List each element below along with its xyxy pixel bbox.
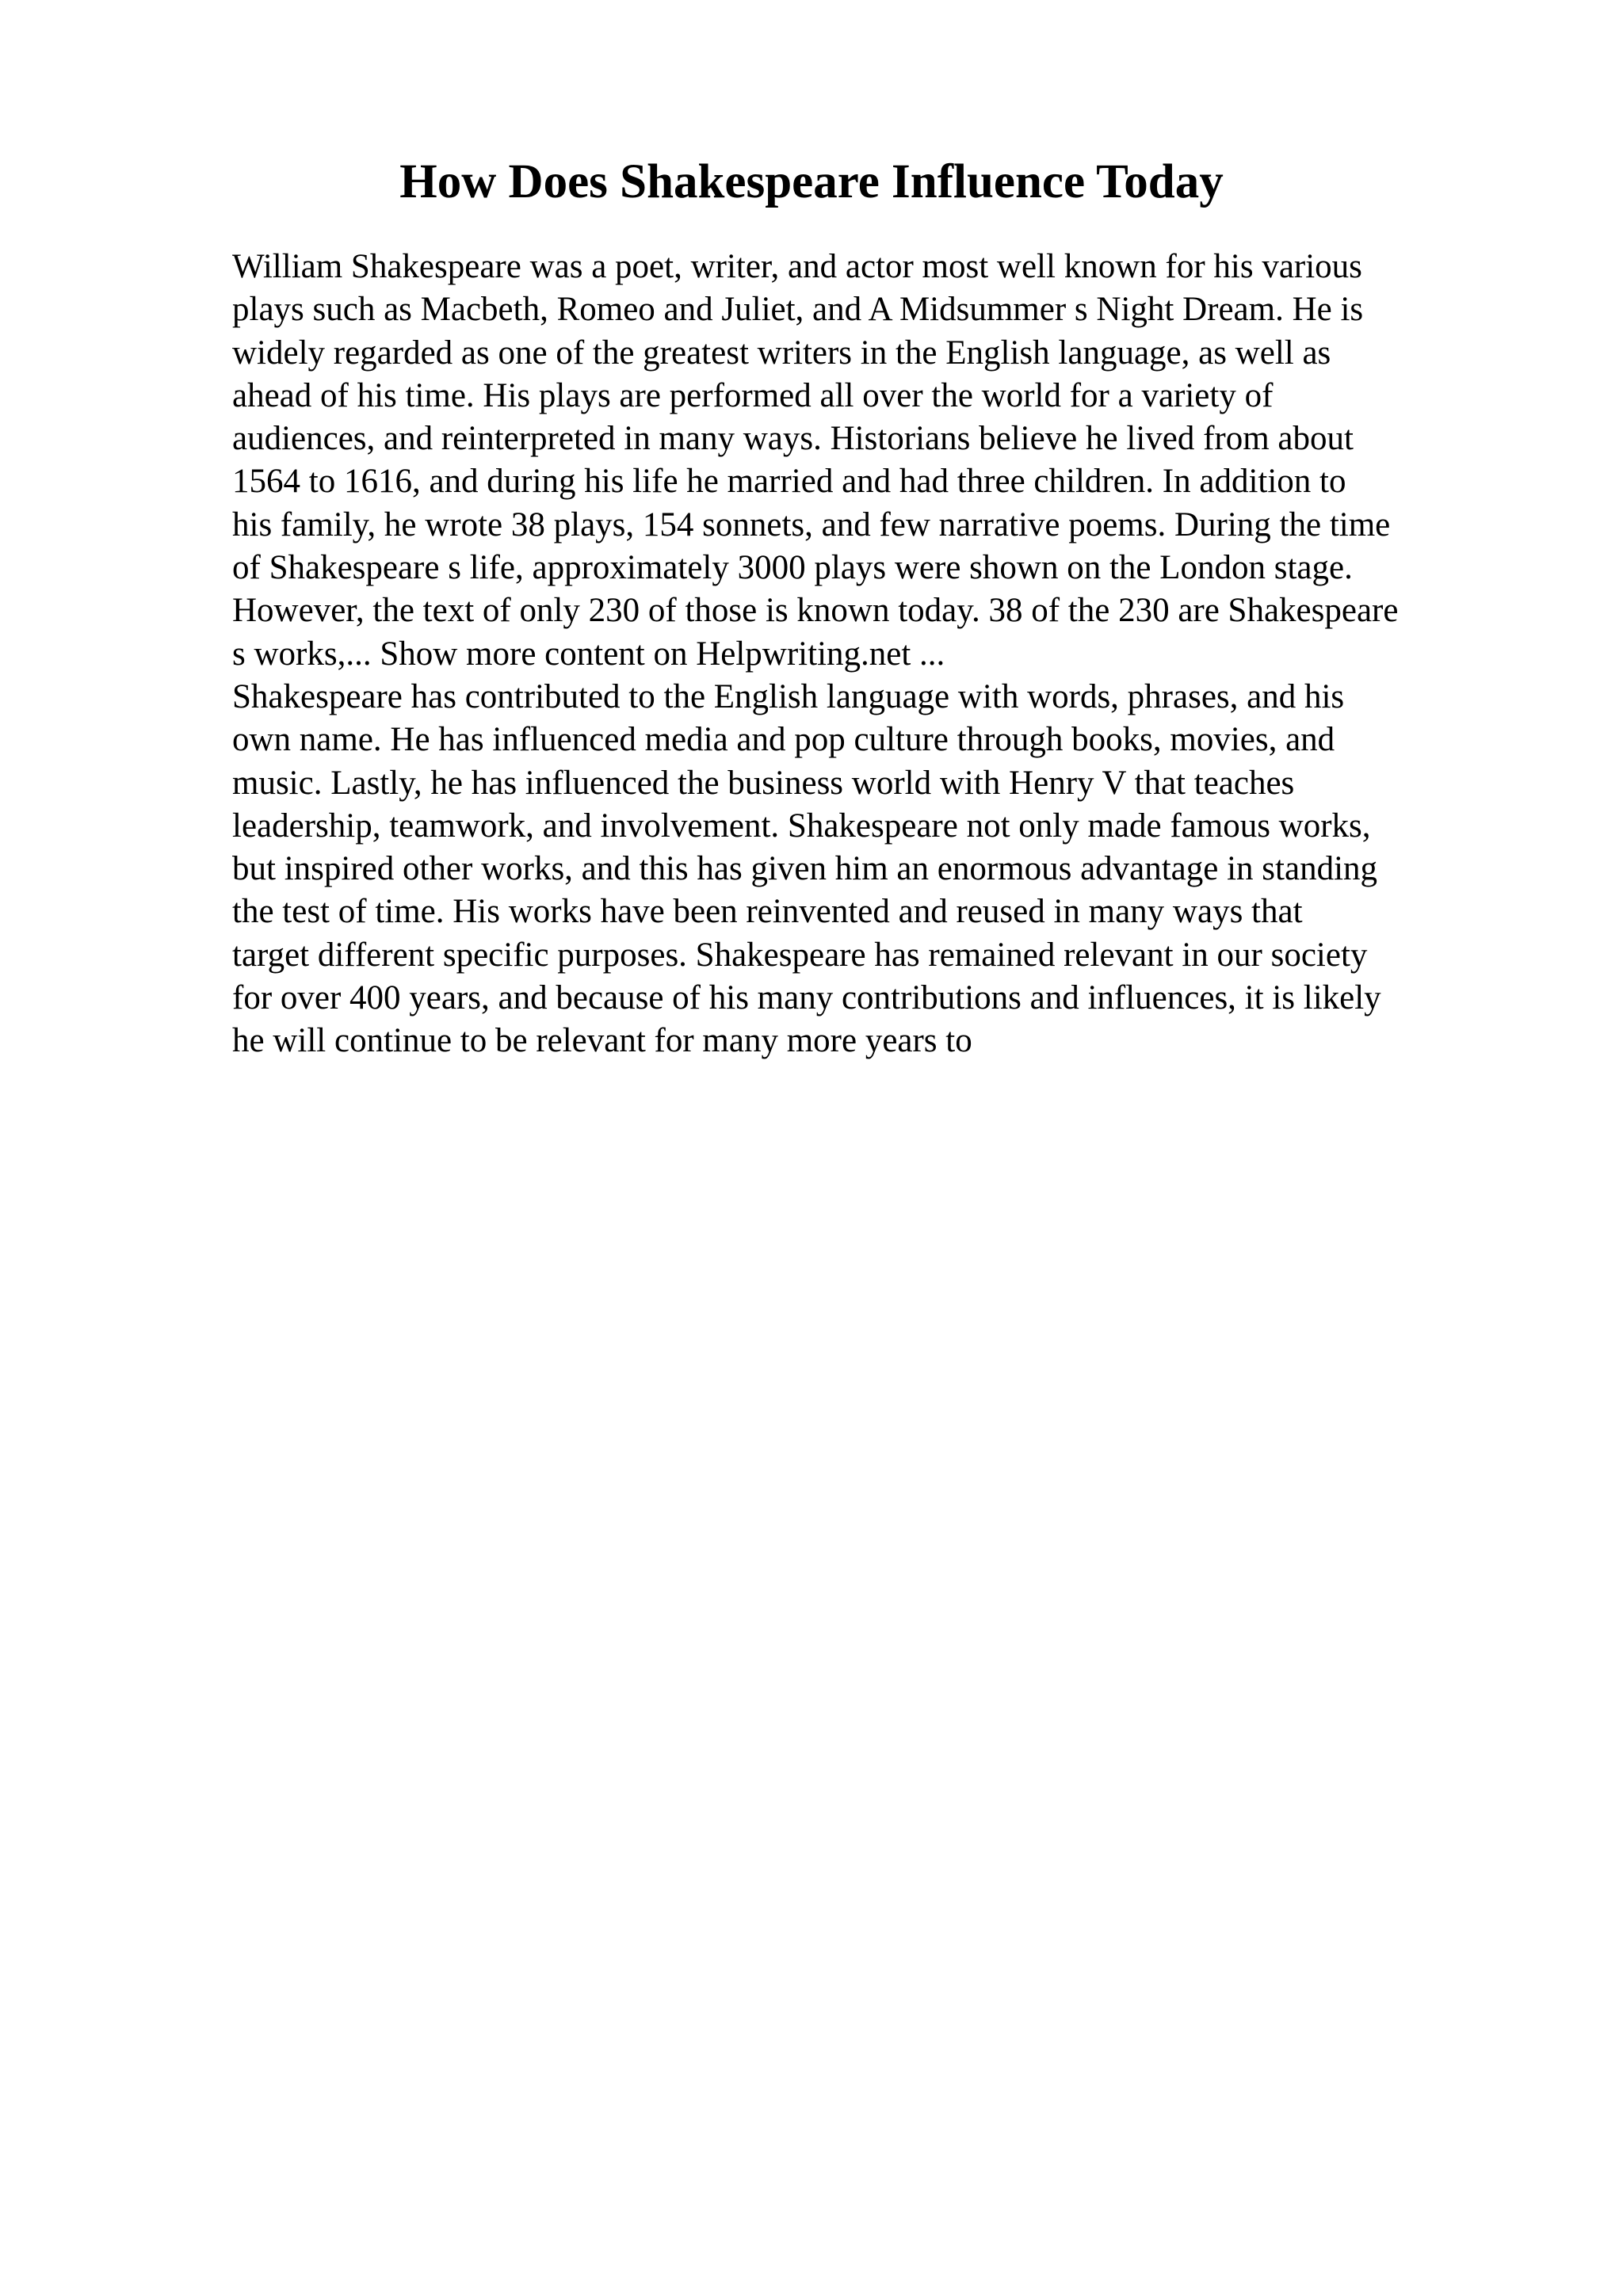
body-line: target different specific purposes. Shakespeare has remained relevant in our society xyxy=(232,936,1368,974)
body-line: the test of time. His works have been reinvented and reused in many ways that xyxy=(232,893,1303,931)
body-line: but inspired other works, and this has given him an enormous advantage in standing xyxy=(232,850,1378,888)
body-line: his family, he wrote 38 plays, 154 sonnets, and few narrative poems. During the time xyxy=(232,505,1391,543)
body-line: ahead of his time. His plays are performed all over the world for a variety of xyxy=(232,376,1274,414)
body-line: William Shakespeare was a poet, writer, and actor most well known for his various xyxy=(232,248,1362,285)
page-title: How Does Shakespeare Influence Today xyxy=(399,155,1224,208)
body-line: of Shakespeare s life, approximately 3000 plays were shown on the London stage. xyxy=(232,549,1353,587)
body-line: s works,... Show more content on Helpwriting.net ... xyxy=(232,635,945,673)
body-line: widely regarded as one of the greatest writers in the English language, as well as xyxy=(232,334,1331,372)
document-body xyxy=(232,246,1532,1063)
body-line: plays such as Macbeth, Romeo and Juliet, and A Midsummer s Night Dream. He is xyxy=(232,291,1364,329)
body-line: 1564 to 1616, and during his life he married and had three children. In addition to xyxy=(232,463,1346,501)
body-line: audiences, and reinterpreted in many ways. Historians believe he lived from about xyxy=(232,420,1354,458)
body-line: own name. He has influenced media and pop culture through books, movies, and xyxy=(232,721,1335,759)
body-line: leadership, teamwork, and involvement. Shakespeare not only made famous works, xyxy=(232,807,1371,845)
body-line: Shakespeare has contributed to the English language with words, phrases, and his xyxy=(232,677,1345,715)
body-line: he will continue to be relevant for many more years to xyxy=(232,1022,972,1060)
body-line: music. Lastly, he has influenced the business world with Henry V that teaches xyxy=(232,764,1295,802)
body-line: for over 400 years, and because of his many contributions and influences, it is likely xyxy=(232,979,1381,1017)
body-line: However, the text of only 230 of those is known today. 38 of the 230 are Shakespeare xyxy=(232,592,1399,630)
